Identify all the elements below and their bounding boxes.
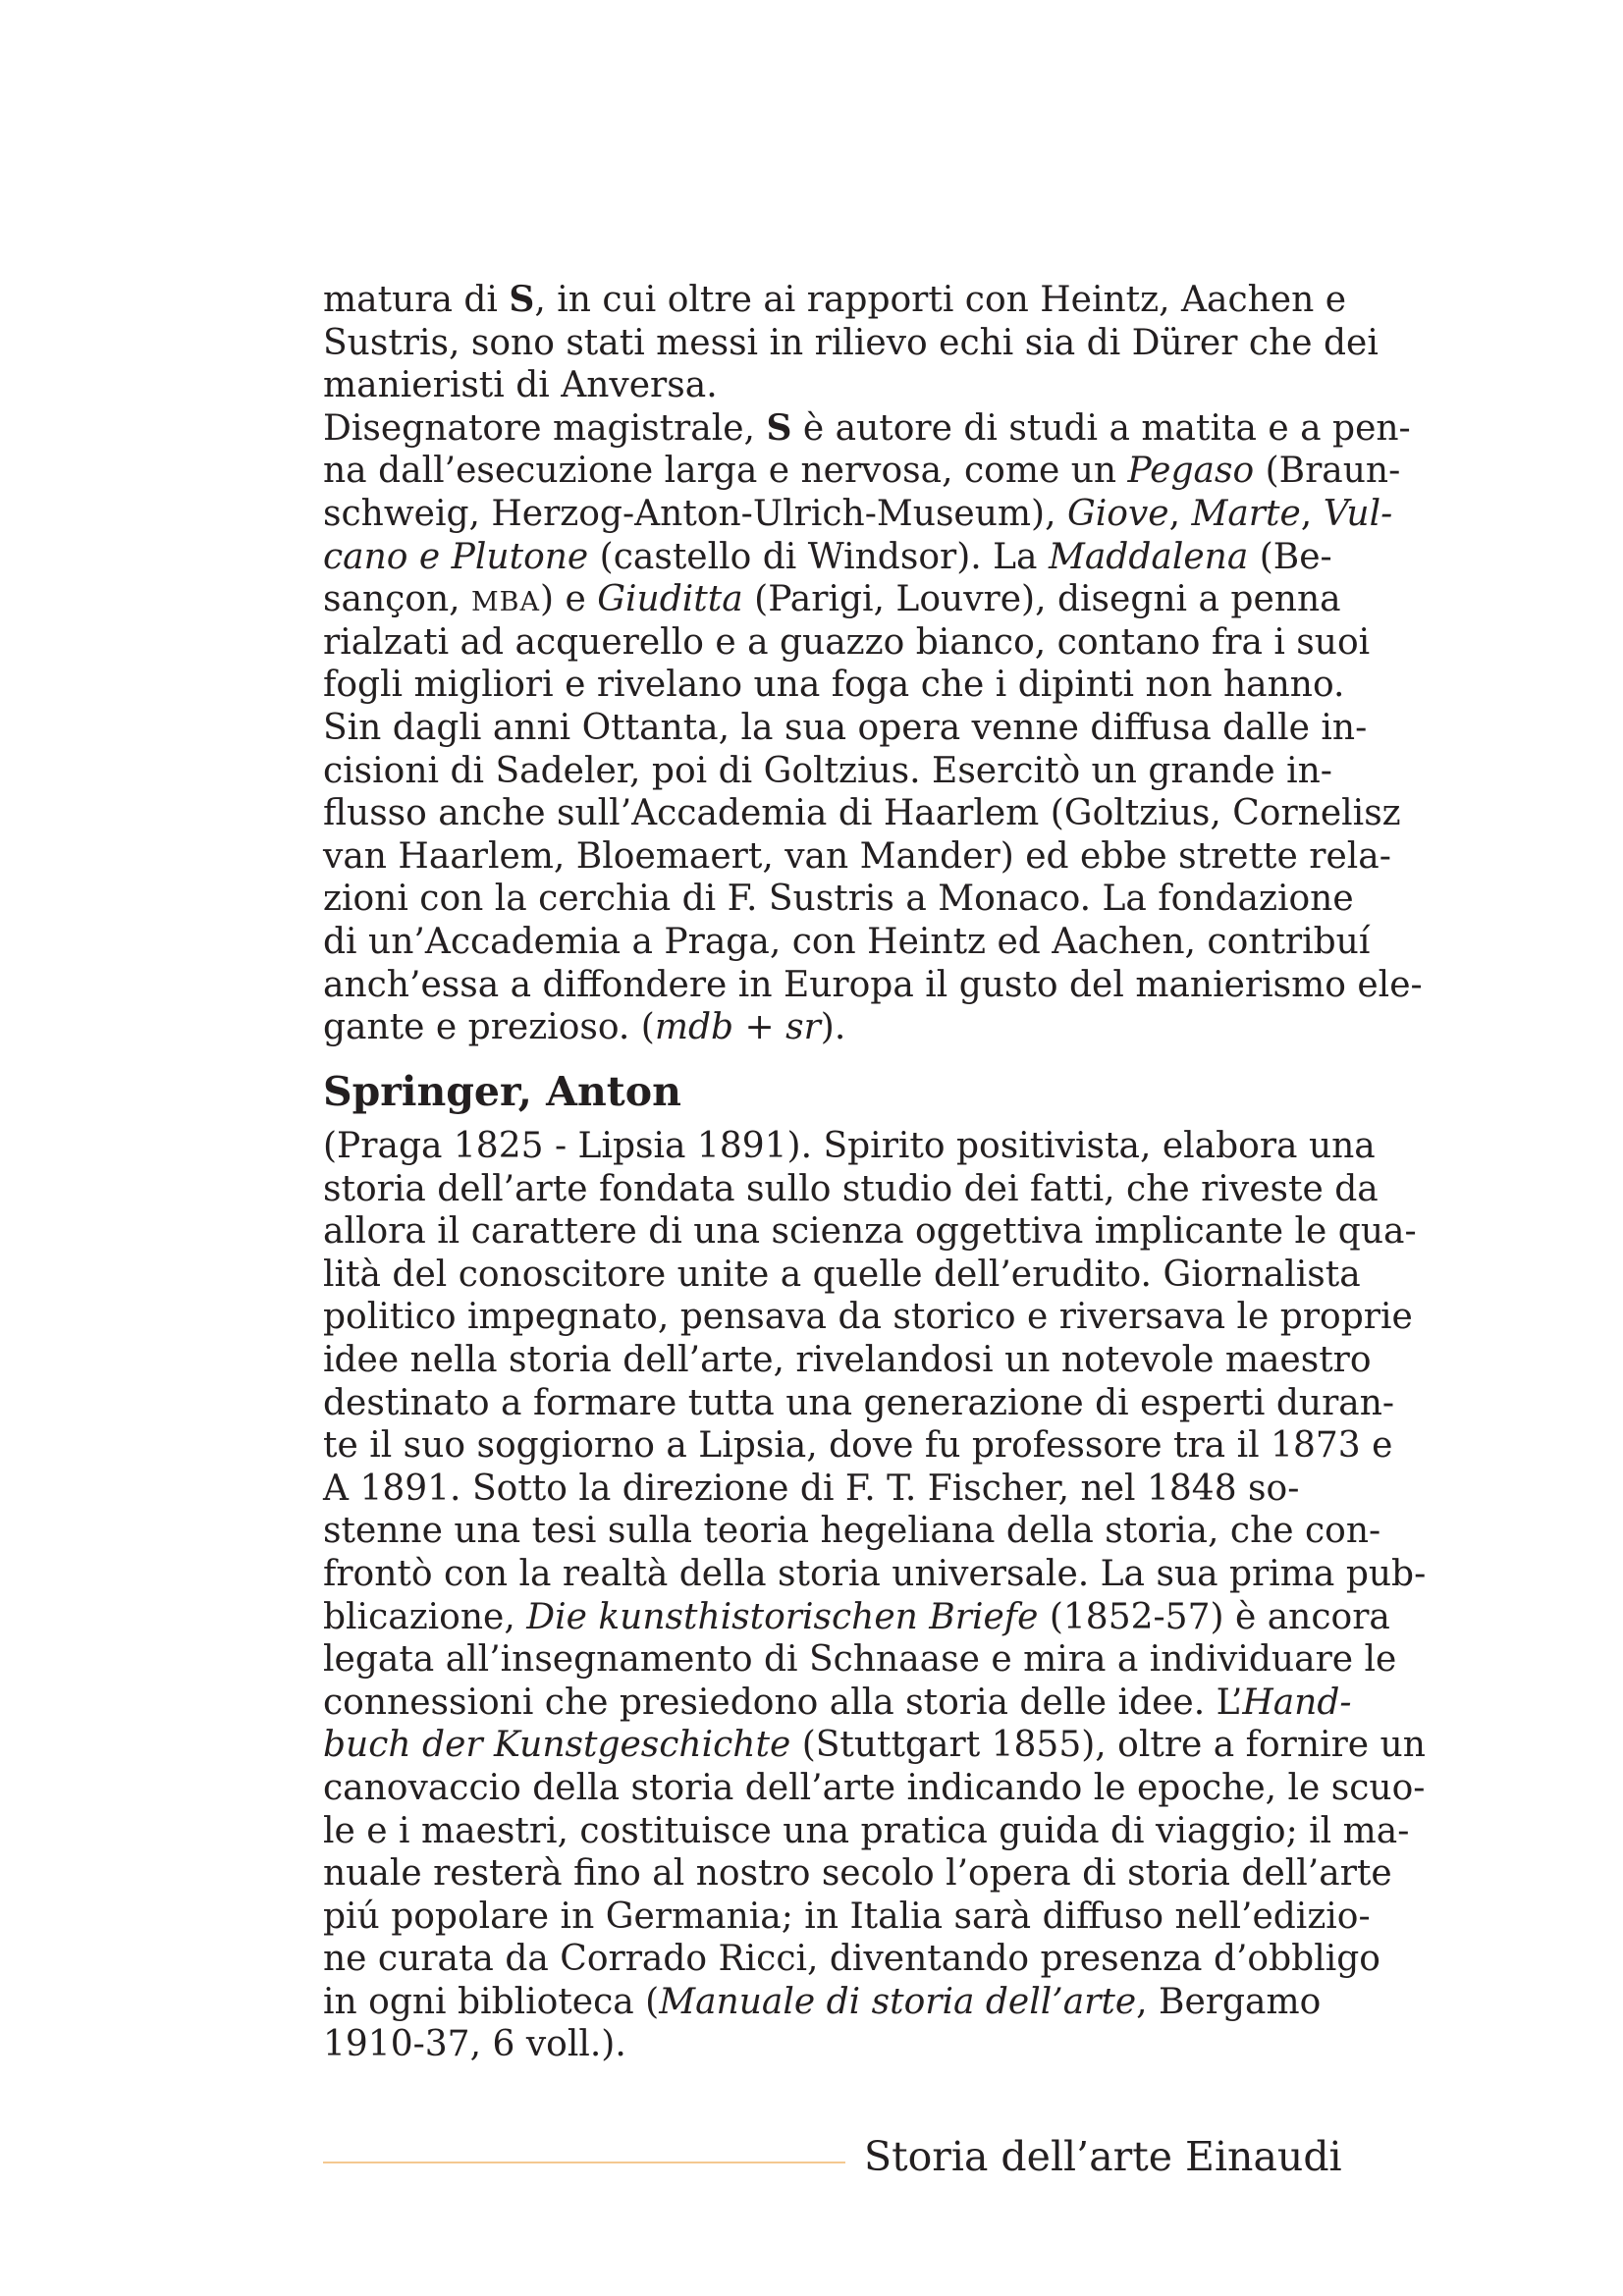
text-line: allora il carattere di una scienza oggettiva implicante le qua-: [323, 1211, 1417, 1253]
text-line: Sustris, sono stati messi in rilievo echi sia di Dürer che dei: [323, 322, 1379, 363]
text-line: fogli migliori e rivelano una foga che i dipinti non hanno.: [323, 665, 1345, 706]
italic-text: Giove: [1067, 493, 1169, 534]
text-line: ne curata da Corrado Ricci, diventando presenza d’obbligo: [323, 1939, 1380, 1980]
text-line: sançon, MBA) e Giuditta (Parigi, Louvre), disegni a penna: [323, 579, 1341, 620]
italic-text: Vul-: [1323, 493, 1393, 534]
text-line: le e i maestri, costituisce una pratica guida di viaggio; il ma-: [323, 1810, 1410, 1851]
text-line: destinato a formare tutta una generazione di esperti duran-: [323, 1382, 1395, 1423]
text-line: Disegnatore magistrale, S è autore di studi a matita e a pen-: [323, 406, 1411, 449]
italic-text: Marte: [1191, 493, 1301, 534]
bold-text: S: [766, 406, 792, 449]
text-line: stenne una tesi sulla teoria hegeliana della storia, che con-: [323, 1511, 1381, 1552]
text-line: anch’essa a diffondere in Europa il gusto del manierismo ele-: [323, 964, 1423, 1005]
text-line: canovaccio della storia dell’arte indicando le epoche, le scuo-: [323, 1767, 1426, 1808]
italic-text: buch der Kunstgeschichte: [323, 1725, 791, 1766]
text-line: blicazione, Die kunsthistorischen Briefe (1852-57) è ancora: [323, 1596, 1390, 1637]
italic-text: cano e Plutone: [323, 536, 589, 577]
text-line: piú popolare in Germania; in Italia sarà diffuso nell’edizio-: [323, 1896, 1371, 1937]
text-line: (Praga 1825 - Lipsia 1891). Spirito positivista, elabora una: [323, 1126, 1376, 1166]
text-line: flusso anche sull’Accademia di Haarlem (Goltzius, Cornelisz: [323, 793, 1401, 834]
italic-text: Manuale di storia dell’arte: [659, 1981, 1137, 2022]
text-line: van Haarlem, Bloemaert, van Mander) ed ebbe strette rela-: [323, 835, 1391, 877]
text-line: buch der Kunstgeschichte (Stuttgart 1855), oltre a fornire un: [323, 1725, 1426, 1766]
italic-text: Giuditta: [597, 579, 743, 620]
text-line: zioni con la cerchia di F. Sustris a Monaco. La fondazione: [323, 879, 1354, 920]
italic-text: Die kunsthistorischen Briefe: [526, 1596, 1039, 1637]
text-line: 1910-37, 6 voll.).: [323, 2024, 626, 2065]
text-line: lità del conoscitore unite a quelle dell’erudito. Giornalista: [323, 1254, 1361, 1295]
text-line: frontò con la realtà della storia universale. La sua prima pub-: [323, 1553, 1427, 1594]
text-line: cisioni di Sadeler, poi di Goltzius. Esercitò un grande in-: [323, 750, 1332, 791]
text-line: nuale resterà fino al nostro secolo l’opera di storia dell’arte: [323, 1853, 1392, 1895]
small-caps-text: MBA: [471, 587, 541, 618]
text-line: na dall’esecuzione larga e nervosa, come un Pegaso (Braun-: [323, 451, 1401, 492]
continued-paragraph: [323, 279, 1423, 1049]
text-line: cano e Plutone (castello di Windsor). La Maddalena (Be-: [323, 536, 1332, 577]
text-line: legata all’insegnamento di Schnaase e mira a individuare le: [323, 1639, 1397, 1681]
italic-text: Pegaso: [1127, 451, 1255, 492]
entry-heading: Springer, Anton: [323, 1068, 681, 1115]
text-line: rialzati ad acquerello e a guazzo bianco, contano fra i suoi: [323, 621, 1371, 663]
text-line: politico impegnato, pensava da storico e riversava le proprie: [323, 1297, 1413, 1338]
entry-body: [323, 1125, 1427, 2066]
italic-text: Maddalena: [1048, 536, 1249, 577]
bold-text: S: [509, 279, 535, 320]
footer-rule: [323, 2162, 845, 2163]
text-line: storia dell’arte fondata sullo studio dei fatti, che riveste da: [323, 1168, 1379, 1209]
italic-text: Hand-: [1242, 1682, 1352, 1723]
text-line: di un’Accademia a Praga, con Heintz ed Aachen, contribuí: [323, 921, 1371, 962]
text-line: te il suo soggiorno a Lipsia, dove fu professore tra il 1873 e: [323, 1425, 1393, 1467]
text-line: matura di S, in cui oltre ai rapporti con Heintz, Aachen e: [323, 279, 1347, 320]
text-line: A 1891. Sotto la direzione di F. T. Fischer, nel 1848 so-: [323, 1468, 1300, 1509]
text-line: manieristi di Anversa.: [323, 365, 718, 406]
text-line: in ogni biblioteca (Manuale di storia dell’arte, Bergamo: [323, 1981, 1322, 2022]
text-line: Sin dagli anni Ottanta, la sua opera venne diffusa dalle in-: [323, 707, 1368, 748]
footer-label: Storia dell’arte Einaudi: [864, 2133, 1342, 2180]
italic-text: mdb + sr: [654, 1007, 821, 1048]
text-line: connessioni che presiedono alla storia delle idee. L’Hand-: [323, 1682, 1352, 1723]
text-line: idee nella storia dell’arte, rivelandosi un notevole maestro: [323, 1339, 1372, 1380]
text-line: gante e prezioso. (mdb + sr).: [323, 1007, 846, 1048]
text-line: schweig, Herzog-Anton-Ulrich-Museum), Giove, Marte, Vul-: [323, 493, 1393, 534]
